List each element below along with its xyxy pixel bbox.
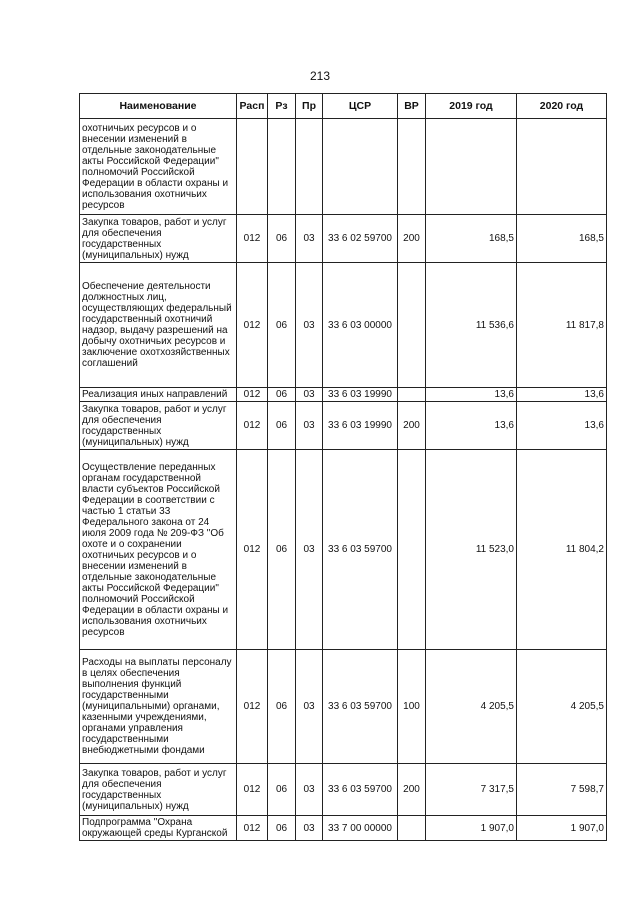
- row-name: Реализация иных направлений: [80, 388, 237, 402]
- row-2019: [426, 119, 517, 215]
- row-vr: [398, 119, 426, 215]
- row-rz: 06: [268, 388, 296, 402]
- row-vr: [398, 450, 426, 650]
- page-number: 213: [309, 69, 331, 83]
- row-2019: 11 536,6: [426, 263, 517, 388]
- row-2019: 7 317,5: [426, 764, 517, 816]
- row-2020: 1 907,0: [517, 816, 607, 841]
- row-csr: 33 6 02 59700: [323, 215, 398, 263]
- row-pr: 03: [296, 450, 323, 650]
- row-name: охотничьих ресурсов и о внесении изменений в отдельные законодательные акты Российской Федерации" полномочий Российской Федерации в области охраны и использования охотничьих ресурсов: [80, 119, 237, 215]
- header-name: Наименование: [80, 94, 237, 119]
- table-row: [80, 388, 607, 402]
- row-vr: [398, 816, 426, 841]
- row-2019: 168,5: [426, 215, 517, 263]
- row-rasp: 012: [237, 816, 268, 841]
- row-2020: 7 598,7: [517, 764, 607, 816]
- header-2019: 2019 год: [426, 94, 517, 119]
- row-rasp: 012: [237, 402, 268, 450]
- row-pr: 03: [296, 215, 323, 263]
- row-rasp: 012: [237, 450, 268, 650]
- row-rz: 06: [268, 402, 296, 450]
- row-rasp: 012: [237, 215, 268, 263]
- header-pr: Пр: [296, 94, 323, 119]
- row-rasp: [237, 119, 268, 215]
- row-vr: [398, 388, 426, 402]
- row-rz: 06: [268, 816, 296, 841]
- table-row: [80, 215, 607, 263]
- row-pr: [296, 119, 323, 215]
- row-2019: 13,6: [426, 388, 517, 402]
- row-2019: 11 523,0: [426, 450, 517, 650]
- header-rasp: Расп: [237, 94, 268, 119]
- row-vr: 200: [398, 764, 426, 816]
- row-name: Закупка товаров, работ и услуг для обеспечения государственных (муниципальных) нужд: [80, 215, 237, 263]
- row-csr: 33 6 03 00000: [323, 263, 398, 388]
- row-csr: 33 6 03 19990: [323, 388, 398, 402]
- row-2020: 4 205,5: [517, 650, 607, 764]
- row-vr: 200: [398, 215, 426, 263]
- table-row: [80, 402, 607, 450]
- row-csr: 33 6 03 59700: [323, 764, 398, 816]
- row-name: Осуществление переданных органам государственной власти субъектов Российской Федерации в соответствии с частью 1 статьи 33 Федерального закона от 24 июля 2009 года № 209-ФЗ "Об охоте и о сохранении охотничьих ресурсов и о внесении изменений в отдельные законодательные акты Российской Федерации" полномочий Российской Федерации в области охраны и использования охотничьих ресурсов: [80, 450, 237, 650]
- table-header-row: [80, 94, 607, 119]
- row-pr: 03: [296, 263, 323, 388]
- row-csr: 33 6 03 59700: [323, 650, 398, 764]
- header-vr: ВР: [398, 94, 426, 119]
- table-row: [80, 816, 607, 841]
- table-row: [80, 650, 607, 764]
- row-csr: 33 7 00 00000: [323, 816, 398, 841]
- row-vr: [398, 263, 426, 388]
- row-pr: 03: [296, 402, 323, 450]
- row-2020: [517, 119, 607, 215]
- budget-table: [79, 93, 607, 841]
- row-pr: 03: [296, 388, 323, 402]
- row-vr: 100: [398, 650, 426, 764]
- row-rz: 06: [268, 215, 296, 263]
- row-csr: [323, 119, 398, 215]
- row-rz: 06: [268, 450, 296, 650]
- row-2019: 1 907,0: [426, 816, 517, 841]
- table-row: [80, 263, 607, 388]
- row-vr: 200: [398, 402, 426, 450]
- row-2020: 13,6: [517, 388, 607, 402]
- row-2019: 4 205,5: [426, 650, 517, 764]
- row-rasp: 012: [237, 650, 268, 764]
- header-csr: ЦСР: [323, 94, 398, 119]
- header-rz: Рз: [268, 94, 296, 119]
- row-pr: 03: [296, 764, 323, 816]
- row-name: Подпрограмма "Охрана окружающей среды Курганской: [80, 816, 237, 841]
- row-csr: 33 6 03 59700: [323, 450, 398, 650]
- table-row: [80, 450, 607, 650]
- row-rz: 06: [268, 764, 296, 816]
- row-rz: 06: [268, 263, 296, 388]
- row-2020: 168,5: [517, 215, 607, 263]
- row-2020: 11 817,8: [517, 263, 607, 388]
- row-pr: 03: [296, 650, 323, 764]
- row-rasp: 012: [237, 764, 268, 816]
- row-rasp: 012: [237, 263, 268, 388]
- row-rasp: 012: [237, 388, 268, 402]
- row-pr: 03: [296, 816, 323, 841]
- row-csr: 33 6 03 19990: [323, 402, 398, 450]
- row-name: Закупка товаров, работ и услуг для обеспечения государственных (муниципальных) нужд: [80, 764, 237, 816]
- row-rz: 06: [268, 650, 296, 764]
- row-rz: [268, 119, 296, 215]
- row-2020: 11 804,2: [517, 450, 607, 650]
- row-name: Закупка товаров, работ и услуг для обеспечения государственных (муниципальных) нужд: [80, 402, 237, 450]
- table-row: [80, 764, 607, 816]
- row-name: Обеспечение деятельности должностных лиц, осуществляющих федеральный государственный охотничий надзор, выдачу разрешений на добычу охотничьих ресурсов и заключение охотхозяйственных соглашений: [80, 263, 237, 388]
- table-row: [80, 119, 607, 215]
- row-2020: 13,6: [517, 402, 607, 450]
- header-2020: 2020 год: [517, 94, 607, 119]
- row-name: Расходы на выплаты персоналу в целях обеспечения выполнения функций государственными (муниципальными) органами, казенными учреждениями, органами управления государственными внебюджетными фондами: [80, 650, 237, 764]
- row-2019: 13,6: [426, 402, 517, 450]
